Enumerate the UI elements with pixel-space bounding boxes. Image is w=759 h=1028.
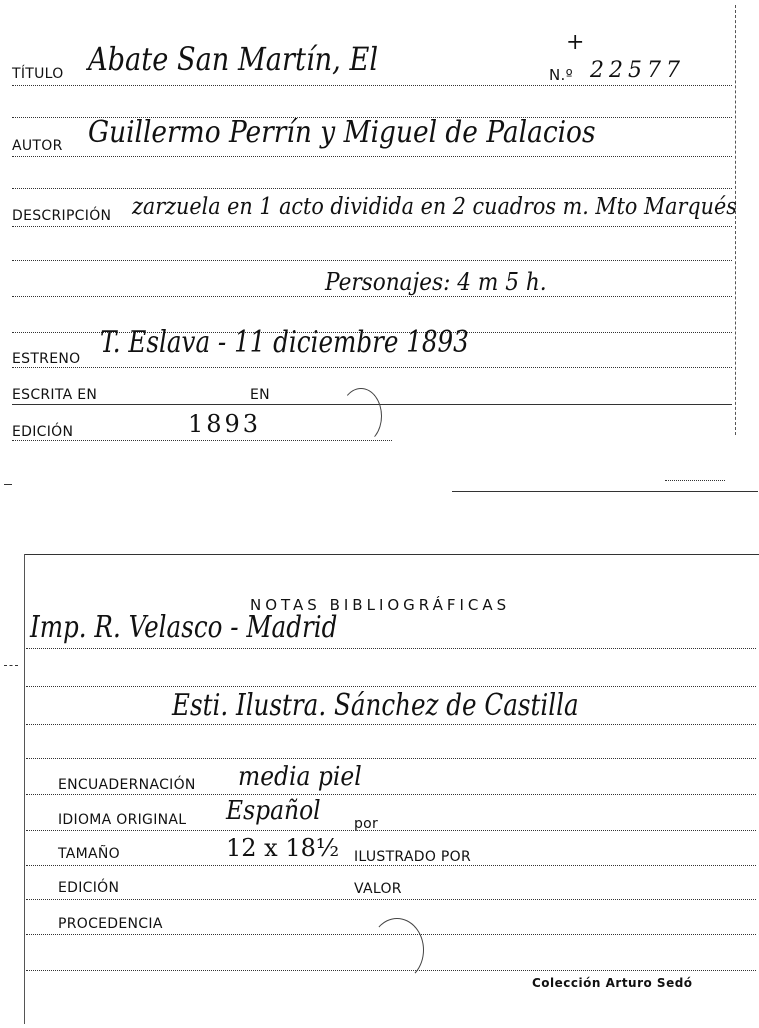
card-edge-right	[735, 5, 736, 435]
rule-blank-2	[12, 188, 732, 189]
rule-notas-1	[26, 648, 756, 649]
card-edge-bottom	[452, 491, 758, 492]
descripcion-value-2: Personajes: 4 m 5 h.	[325, 268, 547, 296]
edicion2-label: EDICIÓN	[58, 880, 120, 896]
left-tick	[4, 484, 12, 485]
estreno-value: T. Eslava - 11 diciembre 1893	[100, 325, 469, 360]
rule-idioma	[26, 830, 756, 831]
rule-edicion2	[26, 899, 756, 900]
autor-value: Guillermo Perrín y Miguel de Palacios	[88, 115, 596, 150]
notas-title: NOTAS BIBLIOGRÁFICAS	[250, 596, 511, 614]
catalog-card-top	[0, 0, 759, 500]
idioma-value: Español	[226, 796, 321, 826]
tamano-value: 12 x 18½	[226, 834, 340, 862]
notas-line-2: Esti. Ilustra. Sánchez de Castilla	[172, 688, 579, 723]
rule-notas-4	[26, 758, 756, 759]
procedencia-label: PROCEDENCIA	[58, 916, 163, 932]
ilustrado-label: ILUSTRADO POR	[354, 849, 471, 865]
estreno-label: ESTRENO	[12, 351, 81, 367]
escrita-label: ESCRITA EN	[12, 387, 98, 403]
encuadernacion-value: media piel	[238, 762, 362, 792]
rule-edicion	[12, 440, 392, 441]
titulo-label: TÍTULO	[12, 66, 64, 82]
rule-notas-3	[26, 724, 756, 725]
rule-autor	[12, 156, 732, 157]
notas-line-1: Imp. R. Velasco - Madrid	[30, 610, 338, 645]
encuadernacion-label: ENCUADERNACIÓN	[58, 777, 196, 793]
por-label: por	[354, 816, 379, 832]
en-label: EN	[250, 387, 270, 403]
titulo-value: Abate San Martín, El	[88, 40, 379, 78]
card2-top-edge	[24, 554, 759, 555]
rule-tamano	[26, 865, 756, 866]
rule-titulo	[12, 85, 732, 86]
card-edge-bottom-dash	[665, 480, 725, 481]
rule-blank-4	[12, 296, 732, 297]
edicion-value: 1893	[188, 410, 262, 438]
rule-blank-3	[12, 260, 732, 261]
descripcion-value: zarzuela en 1 acto dividida en 2 cuadros m. Mto Marqués	[132, 194, 737, 220]
coleccion-footer: Colección Arturo Sedó	[532, 976, 693, 990]
edicion-label: EDICIÓN	[12, 424, 74, 440]
catalog-card-bottom	[0, 540, 759, 1028]
tamano-label: TAMAÑO	[58, 846, 120, 862]
plus-mark: +	[566, 30, 585, 55]
rule-descripcion	[12, 226, 732, 227]
card2-left-tick	[4, 665, 18, 666]
rule-encuadernacion	[26, 794, 756, 795]
numero-value: 22577	[590, 58, 685, 83]
card2-left-edge	[24, 554, 25, 1024]
stamp-smudge-2	[370, 918, 424, 982]
autor-label: AUTOR	[12, 138, 63, 154]
stamp-smudge	[340, 388, 382, 444]
rule-notas-2	[26, 686, 756, 687]
valor-label: VALOR	[354, 881, 402, 897]
rule-estreno	[12, 367, 732, 368]
idioma-label: IDIOMA ORIGINAL	[58, 812, 187, 828]
numero-label: N.º	[549, 66, 573, 84]
descripcion-label: DESCRIPCIÓN	[12, 208, 112, 224]
